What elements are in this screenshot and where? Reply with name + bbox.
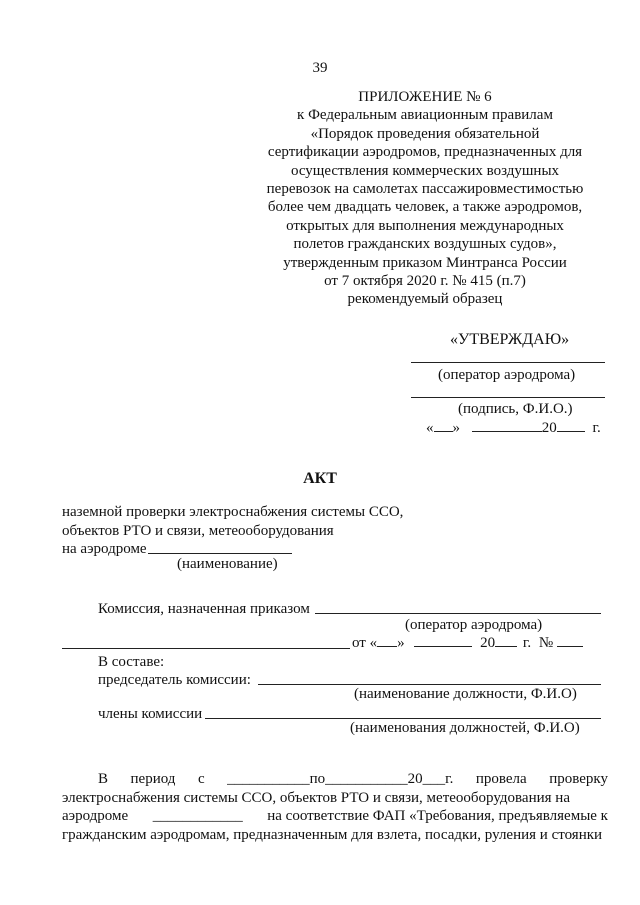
commission-appointed-label: Комиссия, назначенная приказом <box>98 601 310 617</box>
appendix-line: полетов гражданских воздушных судов», <box>293 236 557 253</box>
act-subtitle-line: объектов РТО и связи, метеооборудования <box>62 523 334 539</box>
aerodrome-name-caption: (наименование) <box>177 556 278 572</box>
members-line <box>205 718 601 719</box>
body-line: В период с ___________по___________20___г. провела проверку <box>98 771 608 787</box>
order-line <box>315 613 601 614</box>
approval-date: « » 20 г. <box>426 420 601 436</box>
order-continuation-line <box>62 648 350 649</box>
appendix-line: «Порядок проведения обязательной <box>310 125 540 142</box>
act-subtitle-line: наземной проверки электроснабжения системы ССО, <box>62 504 404 520</box>
appendix-line: перевозок на самолетах пассажировместимостью <box>266 181 584 198</box>
appendix-line: осуществления коммерческих воздушных <box>290 162 560 179</box>
appendix-line: более чем двадцать человек, а также аэродромов, <box>267 199 583 216</box>
appendix-line: рекомендуемый образец <box>347 291 503 308</box>
body-line: гражданским аэродромам, предназначенным для взлета, посадки, руления и стоянки <box>62 826 603 843</box>
act-title: АКТ <box>303 470 337 487</box>
appendix-line: утвержденным приказом Минтранса России <box>283 254 567 271</box>
body-line: электроснабжения системы ССО, объектов РТО и связи, метеооборудования на <box>62 789 570 806</box>
page-number: 39 <box>312 60 328 76</box>
chairman-label: председатель комиссии: <box>98 672 251 688</box>
appendix-title: ПРИЛОЖЕНИЕ № 6 <box>358 89 492 105</box>
body-paragraph <box>62 770 608 844</box>
composition-label: В составе: <box>98 654 165 670</box>
chairman-caption: (наименование должности, Ф.И.О) <box>354 686 577 702</box>
members-caption: (наименования должностей, Ф.И.О) <box>350 720 580 736</box>
commission-operator-caption: (оператор аэродрома) <box>405 617 543 633</box>
body-line: аэродроме ____________ на соответствие ФАП «Требования, предъявляемые к <box>62 808 608 825</box>
operator-signature-line <box>411 362 605 363</box>
appendix-line: открытых для выполнения международных <box>286 217 564 234</box>
appendix-line: от 7 октября 2020 г. № 415 (п.7) <box>324 273 526 290</box>
signature-line <box>411 397 605 398</box>
chairman-line <box>258 684 601 685</box>
members-label: члены комиссии <box>98 706 203 722</box>
aerodrome-name-line <box>148 553 292 554</box>
operator-caption: (оператор аэродрома) <box>438 367 576 383</box>
appendix-header <box>255 88 595 309</box>
order-date: от « » 20 г. № <box>352 634 583 652</box>
appendix-line: к Федеральным авиационным правилам <box>297 107 553 124</box>
appendix-line: сертификации аэродромов, предназначенных для <box>267 144 583 161</box>
approval-title: «УТВЕРЖДАЮ» <box>450 331 570 348</box>
aerodrome-label: на аэродроме <box>62 541 147 557</box>
signature-caption: (подпись, Ф.И.О.) <box>458 401 573 417</box>
